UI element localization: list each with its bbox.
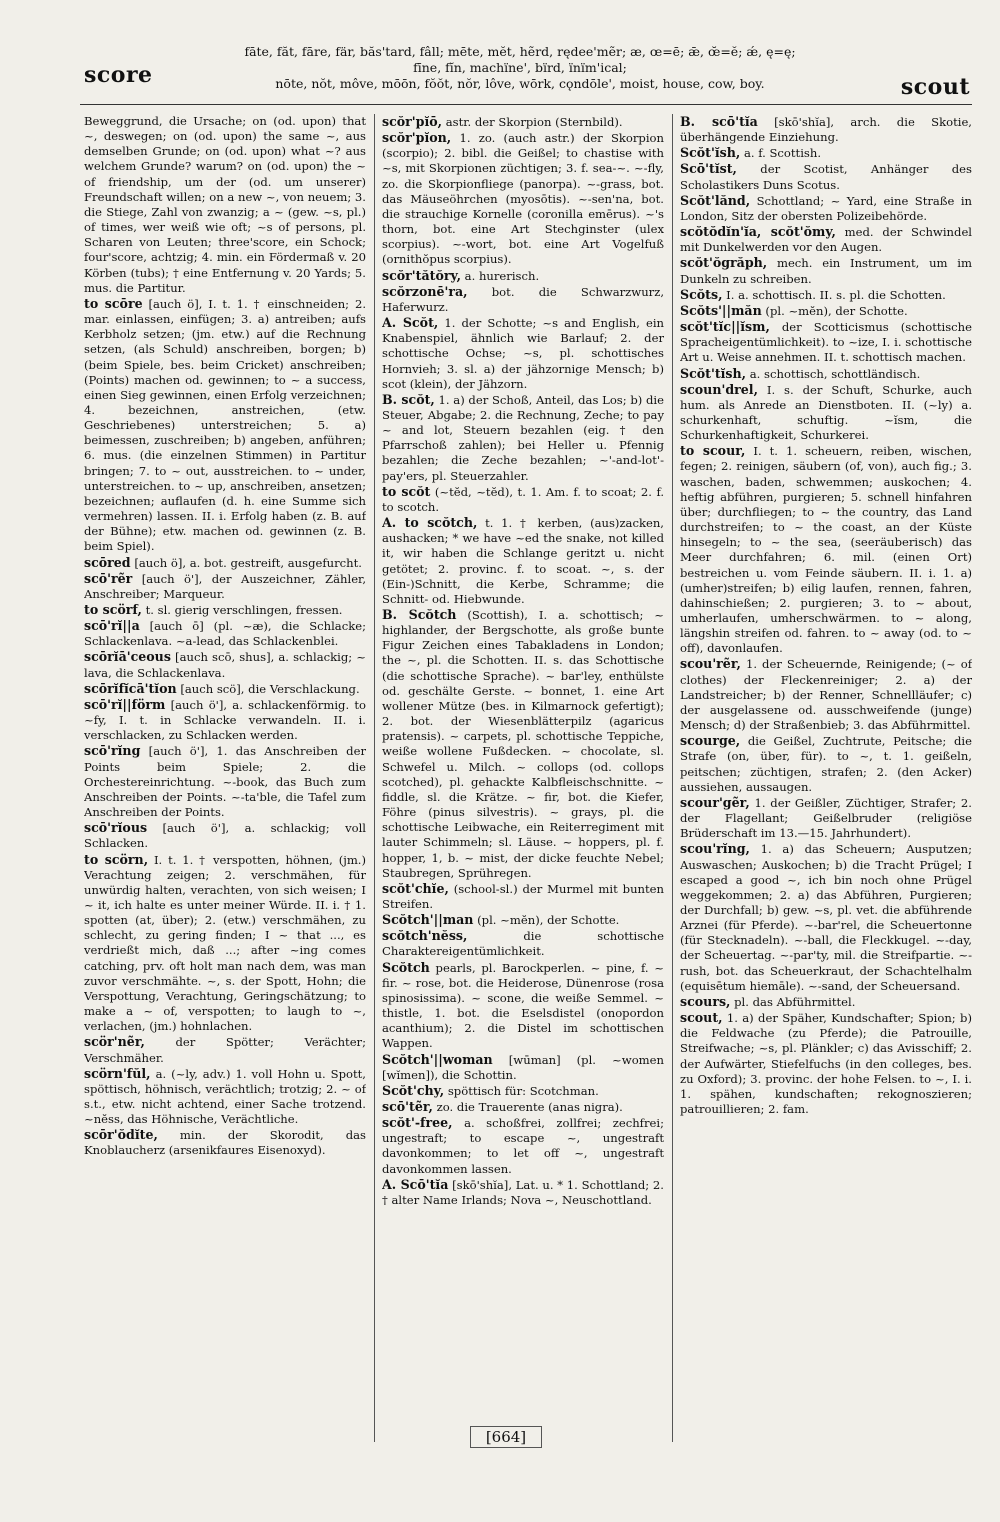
entry-text: Schottland; ~ Yard, eine Straße in London, Sitz der obersten Polizeibehörde.: [680, 193, 972, 223]
dictionary-entry: [84, 743, 366, 820]
dictionary-entry: [84, 649, 366, 680]
dictionary-entry: [382, 268, 664, 284]
entry-headword: Scŏts'||măn: [680, 302, 762, 318]
pronunciation-key-line: fīne, fĭn, machïne', bïrd, ïnïm'ical;: [413, 60, 627, 75]
dictionary-entry: [680, 994, 972, 1010]
entry-headword: A. to scŏtch,: [382, 515, 478, 531]
column-divider: [672, 114, 673, 1442]
entry-headword: scŏr'tătŏry,: [382, 267, 461, 283]
dictionary-entry: [382, 130, 664, 267]
dictionary-entry: [382, 114, 664, 130]
entry-headword: Scŏtch: [382, 959, 430, 975]
entry-headword: scout,: [680, 1010, 723, 1026]
entry-text: pearls, pl. Barockperlen. ~ pine, f. ~ fir. ~ rose, bot. die Heiderose, Dünenrose (rosa spinosissima). ~ scone, die weiße Semmel. ~ thistle, 1. bot. die Eselsdistel (onopordon acanthium); 2. die Distel im schottischen Wappen.: [382, 960, 664, 1051]
entry-headword: to scörf,: [84, 602, 142, 617]
entry-headword: to scŏt: [382, 483, 431, 499]
dictionary-entry: [382, 1052, 664, 1083]
entry-text: die schottische Charaktereigentümlichkeit.: [382, 929, 664, 959]
entry-headword: Scŏtch'||man: [382, 912, 474, 928]
dictionary-entry: [680, 255, 972, 286]
dictionary-entry: [382, 1115, 664, 1177]
dictionary-entry: [84, 681, 366, 697]
entry-headword: to scörn,: [84, 851, 149, 867]
entry-headword: scōr'ŏdĭte,: [84, 1127, 158, 1143]
entry-headword: scŏtŏdĭn'ĭa, scŏt'ŏmy,: [680, 224, 836, 240]
entry-headword: scō'rĭ||a: [84, 618, 140, 634]
entry-headword: scörn'fŭl,: [84, 1065, 151, 1081]
dictionary-entry: [84, 697, 366, 743]
entry-text: (pl. ~mĕn), der Schotte.: [765, 303, 908, 318]
dictionary-entry: [382, 1083, 664, 1099]
entry-text: I. s. der Schuft, Schurke, auch hum. als Anrede an Dienstboten. II. (~ly) a. schurkenhaft, schuftig. ~ĭsm, die Schurkenhaftigkeit, Schurkerei.: [680, 382, 972, 443]
entry-headword: B. Scŏtch: [382, 607, 457, 622]
entry-text: a. schoßfrei, zollfrei; zechfrei; ungestraft; to escape ~, ungestraft davonkommen; to let off ~, ungestraft davonkommen lassen.: [382, 1116, 664, 1176]
entry-headword: Scŏt'chy,: [382, 1082, 445, 1098]
entry-headword: scŏt'-free,: [382, 1115, 453, 1131]
entry-text: [auch ö'], a. schlackig; voll Schlacken.: [84, 821, 366, 851]
pronunciation-key-line: nōte, nŏt, môve, mōōn, fŏŏt, nŏr, lôve, wōrk, cǫndōle', moist, house, cow, boy.: [275, 76, 765, 91]
entry-text: zo. die Trauerente (anas nigra).: [436, 1100, 623, 1114]
entry-text: I. a. schottisch. II. s. pl. die Schotten.: [726, 287, 946, 302]
entry-headword: scör'nẽr,: [84, 1034, 145, 1050]
entry-headword: to scōre: [84, 295, 143, 311]
entry-text: 1. zo. (auch astr.) der Skorpion (scorpio); 2. bibl. die Geißel; to chastise with ~s, mit Skorpionen züchtigen; 3. f. sea-~. ~-fly, zo. die Skorpionfliege (panorpa). ~-grass, bot. das Mäuseöhrchen (myosōtis). ~-sen'na, bot. die strauchige Kornelle (coronilla emērus). ~'s thorn, bot. eine Art Stechginster (ulex scorpius). ~-wort, bot. eine Art Vogelfuß (ornithŏpus scorpius).: [382, 131, 664, 267]
entry-headword: scour'gẽr,: [680, 794, 750, 810]
entry-headword: scŏrzonē'ra,: [382, 283, 468, 299]
entry-headword: A. Scō'tĭa: [382, 1176, 449, 1192]
dictionary-entry: [84, 1127, 366, 1158]
entry-headword: scŏr'pĭon,: [382, 130, 452, 146]
entry-headword: scou'rĭng,: [680, 841, 750, 857]
entry-headword: scōred: [84, 554, 131, 570]
dictionary-entry: [680, 161, 972, 192]
entry-headword: scou'rẽr,: [680, 656, 741, 672]
dictionary-entry: [382, 515, 664, 607]
entry-text: der Spötter; Verächter; Verschmäher.: [84, 1035, 366, 1065]
dictionary-entry: [84, 852, 366, 1035]
entry-text: 1. der Schotte; ~s and English, ein Knabenspiel, ähnlich wie Barlauf; 2. der schottische Ochse; ~s, pl. schottisches Hornvieh; 3. sl. a) der jähzornige Mensch; b) scot (klein), der Jähzorn.: [382, 316, 664, 391]
dictionary-entry: [680, 145, 972, 161]
dictionary-entry: [680, 733, 972, 795]
pronunciation-key: [240, 44, 800, 92]
entry-text: I. t. 1. † verspotten, höhnen, (jm.) Verachtung zeigen; 2. verschmähen, für unwürdig halten, verachten, von sich weisen; I ~ it, ich halte es unter meiner Würde. II. i. † 1. spotten (at, über); 2. (etw.) verschmähen, zu schlecht, zu gering finden; I ~ that ..., es verdrießt mich, daß ...; after ~ing comes catching, prv. oft holt man nach dem, was man zuvor verschmähte. ~, s. der Spott, Hohn; die Verspottung, Verachtung, Geringschätzung; to make a ~ of, verspotten; to laugh to ~, verlachen, (jm.) hohnlachen.: [84, 852, 366, 1034]
entry-headword: Scŏt'tĭsh,: [680, 365, 747, 381]
dictionary-entry: [680, 795, 972, 841]
entry-headword: scours,: [680, 993, 731, 1009]
dictionary-entry: [84, 296, 366, 555]
entry-text: (~tĕd, ~tĕd), t. 1. Am. f. to scoat; 2. f. to scotch.: [382, 484, 664, 514]
page-number: [664]: [470, 1426, 542, 1448]
entry-text: astr. der Skorpion (Sternbild).: [445, 115, 623, 129]
entry-headword: Scŏt'ĭsh,: [680, 145, 741, 161]
entry-headword: scŏtch'nĕss,: [382, 928, 468, 944]
entry-headword: Scŏtch'||woman: [382, 1051, 493, 1067]
entry-headword: scŏt'tĭc||ĭsm,: [680, 319, 770, 335]
entry-text: a. (~ly, adv.) 1. voll Hohn u. Spott, spöttisch, höhnisch, verächtlich; trotzig; 2. ~ of s.t., etw. nicht achtend, einer Sache trotzend. ~nĕss, das Höhnische, Verächtliche.: [84, 1066, 366, 1127]
entry-headword: Scŏts,: [680, 286, 723, 302]
dictionary-entry: [382, 284, 664, 315]
dictionary-entry: [680, 382, 972, 444]
dictionary-entry: [84, 820, 366, 851]
entry-text: pl. das Abführmittel.: [734, 994, 856, 1009]
entry-text: med. der Schwindel mit Dunkelwerden vor den Augen.: [680, 225, 972, 255]
entry-text: 1. der Scheuernde, Reinigende; (~ of clothes) der Fleckenreiniger; 2. a) der Landstreicher; b) der Renner, Schnellläufer; c) der ausgelassene od. ausschweifende (junge) Mensch; d) der Straßenbieb; 3. das Abführmittel.: [680, 657, 972, 733]
dictionary-entry: [680, 319, 972, 365]
entry-text: a. schottisch, schottländisch.: [749, 366, 921, 381]
entry-text: 1. a) der Späher, Kundschafter; Spion; b) die Feldwache (zu Pferde); die Patrouille, Streifwache; ~s, pl. Plänkler; c) das Avisschiff; 2. der Aufwärter, Stiefelfuchs (in den colleges, bes. zu Oxford); 3. provinc. der hohe Felsen. to ~, I. i. 1. spähen, kundschaften; rekognoszieren; patrouillieren; 2. fam.: [680, 1011, 972, 1116]
dictionary-entry: [382, 484, 664, 515]
entry-text: der Scotist, Anhänger des Scholastikers Duns Scotus.: [680, 162, 972, 192]
entry-text: (pl. ~mĕn), der Schotte.: [477, 913, 620, 928]
header-rule: [80, 104, 972, 105]
dictionary-entry: [84, 618, 366, 649]
entry-text: die Geißel, Zuchtrute, Peitsche; die Strafe (on, über, für). to ~, t. 1. geißeln, peitschen; züchtigen, strafen; 2. (den Acker) aussiehen, aussaugen.: [680, 734, 972, 794]
dictionary-entry: [84, 114, 366, 296]
dictionary-entry: [382, 912, 664, 928]
entry-headword: scō'rẽr: [84, 570, 133, 586]
entry-text: [auch ö'], 1. das Anschreiben der Points beim Spiele; 2. die Orchestereinrichtung. ~-book, das Buch zum Anschreiben der Points. ~-ta'ble, die Tafel zum Anschreiben der Points.: [84, 744, 366, 820]
entry-text: [auch ö], a. bot. gestreift, ausgefurcht.: [134, 555, 362, 570]
pronunciation-key-line: fāte, făt, fāre, fär, băs'tard, fâll; mēte, mĕt, hẽrd, rędee'mẽr; æ, œ=ē; ǣ, œ̆=ĕ; ǽ, ę=ę;: [244, 44, 796, 59]
entry-text: t. sl. gierig verschlingen, fressen.: [145, 603, 343, 617]
entry-text: [skō'shĭa], Lat. u. * 1. Schottland; 2. † alter Name Irlands; Nova ~, Neuschottland.: [382, 1177, 664, 1207]
entry-text: [auch ö'], a. schlackenförmig. to ~fy, I. t. in Schlacke verwandeln. II. i. verschlacken, zu Schlacken werden.: [84, 697, 366, 743]
dictionary-entry: [84, 602, 366, 618]
entry-headword: scourge,: [680, 733, 741, 749]
dictionary-entry: [680, 303, 972, 319]
dictionary-entry: [382, 881, 664, 912]
entry-text: 1. a) der Schoß, Anteil, das Los; b) die Steuer, Abgabe; 2. die Rechnung, Zeche; to pay ~ and lot, Steuern bezahlen (eig. † den Pfarrschoß zahlen); bei Heller u. Pfennig bezahlen; die Zeche bezahlen; ~'-and-lot'-pay'ers, pl. Steuerzahler.: [382, 392, 664, 483]
entry-text: [wūman] (pl. ~women [wĭmen]), die Schottin.: [382, 1052, 664, 1082]
dictionary-entry: [680, 224, 972, 255]
entry-headword: scoun'drel,: [680, 381, 758, 397]
entry-headword: scō'rĭous: [84, 820, 148, 836]
entry-text: I. t. 1. scheuern, reiben, wischen, fegen; 2. reinigen, säubern (of, von), auch fig.; 3. waschen, baden, schwemmen; auskochen; 4. heftig abführen, purgieren; 5. schnell hinfahren über; durchfliegen; to ~ the country, das Land durchstreifen; to ~ the coast, an der Küste hinsegeln; to ~ the sea, (seeräuberisch) das Meer durchfahren; 6. mil. (einen Ort) bestreichen u. vom Feinde säubern. II. i. 1. a) (umher)streifen; b) eilig laufen, rennen, fahren, dahinschießen; 2. purgieren; 3. to ~ about, umherlaufen, umherschwärmen. to ~ along, längshin streifen od. fahren. to ~ away (od. to ~ off), davonlaufen.: [680, 444, 972, 656]
dictionary-entry: [382, 1177, 664, 1208]
column-2: [382, 114, 664, 1442]
entry-headword: to scour,: [680, 443, 746, 459]
dictionary-entry: [84, 1034, 366, 1065]
entry-text: [skō'shĭa], arch. die Skotie, überhängende Einziehung.: [680, 115, 972, 145]
entry-text: (school-sl.) der Murmel mit bunten Streifen.: [382, 881, 664, 911]
entry-headword: scō'rĭng: [84, 743, 141, 759]
column-1: [84, 114, 366, 1442]
column-3: [680, 114, 972, 1442]
entry-text: t. 1. † kerben, (aus)zacken, aushacken; * we have ~ed the snake, not killed it, wir haben die Schlange geritzt u. nicht getötet; 2. provinc. f. to scoat. ~, s. der (Ein-)Schnitt, die Kerbe, Schramme; die Schnitt- od. Hiebwunde.: [382, 516, 664, 606]
dictionary-entry: [680, 287, 972, 303]
entry-text: [auch ö'], der Auszeichner, Zähler, Anschreiber; Marqueur.: [84, 571, 366, 601]
entry-headword: scŏt'ŏgrăph,: [680, 255, 768, 271]
entry-headword: scŏr'pĭō,: [382, 114, 443, 129]
entry-headword: A. Scŏt,: [382, 315, 439, 331]
entry-headword: B. scō'tĭa: [680, 114, 758, 129]
dictionary-entry: [382, 928, 664, 959]
entry-headword: Scŏt'lănd,: [680, 192, 751, 208]
entry-headword: scō'tẽr,: [382, 1099, 433, 1114]
dictionary-entry: [84, 1066, 366, 1128]
dictionary-entry: [680, 1010, 972, 1117]
entry-text: min. der Skorodit, das Knoblaucherz (arsenikfaures Eisenoxyd).: [84, 1128, 366, 1158]
entry-text: [auch ō] (pl. ~æ), die Schlacke; Schlackenlava. ~a-lead, das Schlackenblei.: [84, 619, 366, 649]
column-divider: [374, 114, 375, 1442]
entry-headword: B. scŏt,: [382, 391, 435, 407]
dictionary-entry: [680, 443, 972, 656]
dictionary-entry: [84, 571, 366, 602]
running-head-right: scout: [900, 74, 970, 100]
dictionary-entry: [382, 315, 664, 392]
entry-headword: scōrĭfĭcā'tĭon: [84, 680, 177, 696]
dictionary-entry: [84, 555, 366, 571]
entry-text: 1. der Geißler, Züchtiger, Strafer; 2. der Flagellant; Geißelbruder (religiöse Brüderschaft im 13.—15. Jahrhundert).: [680, 795, 972, 841]
entry-text: a. f. Scottish.: [743, 146, 822, 161]
entry-text: bot. die Schwarzwurz, Haferwurz.: [382, 284, 664, 314]
entry-headword: scō'rĭ||förm: [84, 696, 166, 712]
entry-text: spöttisch für: Scotchman.: [447, 1083, 599, 1098]
dictionary-entry: [680, 841, 972, 994]
entry-text: [auch ö], I. t. 1. † einschneiden; 2. mar. einlassen, einfügen; 3. a) antreiben; aufs Kerbholz setzen; (jm. etw.) auf die Rechnung setzen, (als Schuld) anschreiben, borgen; b) (beim Spiele, bes. beim Cricket) anschreiben; (Points) machen od. gewinnen; to ~ a success, einen Sieg gewinnen, einen Erfolg verzeichnen; 4. bezeichnen, anstreichen, (etw. Geschriebenes) unterstreichen; 5. a) beimessen, zuschreiben; b) angeben, anführen; 6. mus. (die einzelnen Stimmen) in Partitur bringen; 7. to ~ out, ausstreichen. to ~ under, unterstreichen. to ~ up, anschreiben, ansetzen; bezeichnen; auflaufen (d. h. eine Summe sich vermehren) lassen. II. i. Erfolg haben (z. B. auf der Bühne); etw. machen od. gewinnen (z. B. beim Spiel).: [84, 296, 366, 554]
entry-text: 1. a) das Scheuern; Ausputzen; Auswaschen; Auskochen; b) die Tracht Prügel; I escaped a good ~, ich bin noch ohne Prügel weggekommen; 2. a) das Abführen, Purgieren; der Durchfall; b) gew. ~s, pl. vet. die abführende Arznei (für Pferde). ~-bar'rel, die Scheuertonne (für Stecknadeln). ~-ball, die Fleckkugel. ~-day, der Scheuertag. ~-par'ty, mil. die Streifpartie. ~-rush, bot. das Scheuerkraut, der Schachtelhalm (equisētum hiemāle). ~-sand, der Scheuersand.: [680, 842, 972, 993]
entry-headword: Scō'tĭst,: [680, 161, 737, 177]
entry-text: (Scottish), I. a. schottisch; ~ highlander, der Bergschotte, als große bunte Figur Zeichen eines Tabakladens in London; the ~, pl. die Schotten. II. s. das Schottische (die schottische Sprache). ~ bar'ley, enthülste od. geschälte Gerste. ~ bonnet, 1. eine Art wollener Mütze (bes. in Kilmarnock gefertigt); 2. bot. der Wiesenblätterpilz (agaricus pratensis). ~ carpets, pl. schottische Teppiche, weiße wollene Fußdecken. ~ chocolate, sl. Schwefel u. Milch. ~ collops (od. collops scotched), pl. gehackte Kalbfleischschnitte. ~ fiddle, sl. die Krätze. ~ fir, bot. die Kiefer, Föhre (pinus silvestris). ~ grays, pl. die schottische Leibwache, ein Reiterregiment mit lauter Schimmeln; sl. Läuse. ~ hoppers, pl. f. hopper, 1, b. ~ mist, der dicke feuchte Nebel; Staubregen, Sprühregen.: [382, 608, 664, 880]
dictionary-entry: [382, 392, 664, 484]
dictionary-entry: [680, 114, 972, 145]
dictionary-entry: [382, 960, 664, 1052]
entry-text: a. hurerisch.: [464, 268, 540, 283]
entry-text: mech. ein Instrument, um im Dunkeln zu schreiben.: [680, 256, 972, 286]
entry-headword: scōrĭā'ceous: [84, 649, 171, 665]
dictionary-entry: [680, 366, 972, 382]
dictionary-entry: [680, 656, 972, 733]
entry-text: Beweggrund, die Ursache; on (od. upon) that ~, deswegen; on (od. upon) the same ~, aus demselben Grunde; on (od. upon) what ~? aus welchem Grunde? warum? on (od. upon) the ~ of friendship, um der (od. um unserer) Freundschaft willen; on a new ~, von neuem; 3. die Stiege, Zahl von zwanzig; a ~ (gew. ~s, pl.) of times, wer weiß wie oft; ~s of persons, pl. Scharen von Leuten; three'score, ein Schock; four'score, achtzig; 4. min. ein Fördermaß v. 20 Körben (tubs); † eine Entfernung v. 20 Yards; 5. mus. die Partitur.: [84, 114, 366, 295]
entry-text: der Scotticismus (schottische Spracheigentümlichkeit). to ~ize, I. i. schottische Art u. Weise annehmen. II. t. schottisch machen.: [680, 320, 972, 365]
entry-headword: scŏt'chĭe,: [382, 880, 449, 896]
running-head-left: score: [84, 62, 153, 88]
dictionary-entry: [382, 607, 664, 881]
entry-text: [auch scö], die Verschlackung.: [180, 681, 360, 696]
dictionary-entry: [680, 193, 972, 224]
entry-text: [auch scō, shus], a. schlackig; ~ lava, die Schlackenlava.: [84, 650, 366, 680]
dictionary-entry: [382, 1099, 664, 1115]
